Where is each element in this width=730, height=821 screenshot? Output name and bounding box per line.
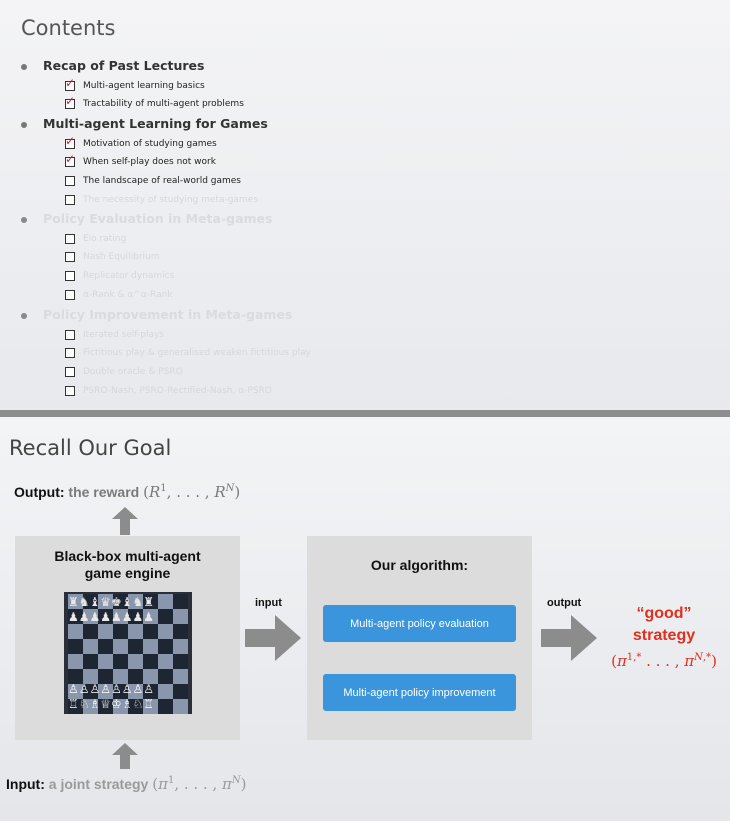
board-square [173, 684, 188, 699]
section-mal-games: Multi-agent Learning for Games [43, 116, 268, 131]
checkbox-empty-icon [65, 290, 75, 300]
up-arrow-icon [112, 743, 138, 769]
board-square [173, 639, 188, 654]
item-label: Motivation of studying games [83, 139, 217, 149]
checkbox-checked-icon: ✓ [65, 134, 76, 148]
svg-text:♙♙♙♙♙♙♙♙: ♙♙♙♙♙♙♙♙ [68, 682, 155, 696]
list-item [65, 346, 311, 360]
checkbox-empty-icon [65, 330, 75, 340]
checkbox-empty-icon [65, 367, 75, 377]
checkbox-empty-icon [65, 348, 75, 358]
board-square [158, 609, 173, 624]
item-label: When self-play does not work [83, 157, 216, 167]
checkbox-empty-icon [65, 234, 75, 244]
board-square [173, 669, 188, 684]
board-square [98, 654, 113, 669]
checkbox-empty-icon [65, 386, 75, 396]
input-text: a joint strategy [48, 776, 149, 792]
list-item [65, 152, 216, 169]
input-line [6, 775, 247, 793]
slide-title-contents: Contents [21, 16, 116, 40]
engine-title-line2: game engine [84, 565, 171, 581]
checkbox-empty-icon [65, 271, 75, 281]
output-arrow-label: output [547, 597, 582, 609]
list-item [65, 193, 258, 207]
input-prefix: Input: [6, 776, 45, 792]
checkbox-empty-icon [65, 195, 75, 205]
board-square [98, 639, 113, 654]
board-square [68, 639, 83, 654]
board-square [83, 624, 98, 639]
item-label: Elo rating [83, 234, 127, 244]
bullet-icon [21, 122, 27, 128]
algorithm-box [307, 536, 532, 740]
engine-title [15, 548, 240, 582]
bullet-icon [21, 313, 27, 319]
chessboard-icon [64, 592, 192, 714]
output-text: the reward [68, 484, 140, 500]
item-label: Tractability of multi-agent problems [83, 99, 244, 109]
board-square [158, 639, 173, 654]
good-text: “good” [636, 605, 692, 622]
item-label: PSRO-Nash, PSRO-Rectified-Nash, α-PSRO [83, 386, 272, 396]
list-item [65, 384, 272, 398]
board-square [128, 624, 143, 639]
good-strategy-label [600, 603, 728, 672]
checkbox-empty-icon [65, 176, 75, 186]
board-square [128, 654, 143, 669]
board-square [143, 639, 158, 654]
svg-text:♜♞♝♛♚♝♞♜: ♜♞♝♛♚♝♞♜ [68, 595, 155, 609]
board-square [113, 624, 128, 639]
board-square [113, 639, 128, 654]
right-arrow-icon [245, 615, 301, 661]
list-item [65, 328, 164, 342]
list-item [65, 365, 183, 379]
board-square [173, 654, 188, 669]
item-label: The landscape of real-world games [83, 176, 241, 186]
contents-slide [0, 0, 730, 410]
board-square [173, 624, 188, 639]
game-engine-box [15, 536, 240, 740]
strategy-formula: ($\pi^{1,*}$ . . . , $\pi^{N,*}$) [611, 652, 717, 670]
output-line [14, 483, 240, 501]
item-label: The necessity of studying meta-games [83, 195, 259, 205]
board-square [173, 594, 188, 609]
section-policy-improvement: Policy Improvement in Meta-games [43, 307, 293, 322]
list-item [65, 232, 126, 246]
policy-evaluation-button[interactable]: Multi-agent policy evaluation [323, 605, 516, 642]
item-label: Fictitious play & generalised weaken fictitious play [83, 348, 311, 358]
slide-title-goal: Recall Our Goal [9, 436, 172, 460]
list-item [65, 94, 244, 111]
input-arrow-label: input [255, 597, 282, 609]
board-square [83, 639, 98, 654]
board-square [158, 684, 173, 699]
right-arrow-icon [541, 615, 597, 661]
recall-goal-slide [0, 417, 730, 821]
board-square [158, 624, 173, 639]
svg-text:♟♟♟♟♟♟♟♟: ♟♟♟♟♟♟♟♟ [68, 610, 155, 624]
board-square [173, 609, 188, 624]
bullet-icon [21, 64, 27, 70]
slide-divider [0, 410, 730, 417]
checkbox-checked-icon: ✓ [65, 76, 76, 90]
board-square [158, 699, 173, 714]
board-square [158, 669, 173, 684]
board-square [128, 639, 143, 654]
item-label: Double oracle & PSRO [83, 367, 183, 377]
board-square [98, 624, 113, 639]
list-item [65, 76, 205, 93]
checkbox-checked-icon: ✓ [65, 94, 76, 108]
board-square [83, 654, 98, 669]
item-label: Multi-agent learning basics [83, 81, 205, 91]
list-item [65, 269, 174, 283]
board-square [113, 654, 128, 669]
list-item [65, 250, 160, 264]
board-square [158, 654, 173, 669]
algorithm-title: Our algorithm: [370, 557, 469, 573]
up-arrow-icon [112, 507, 138, 535]
list-item [65, 288, 173, 302]
item-label: Iterated self-plays [83, 330, 164, 340]
board-square [143, 654, 158, 669]
list-item [65, 174, 241, 188]
item-label: Replicator dynamics [83, 271, 175, 281]
item-label: Nash Equilibrium [83, 252, 160, 262]
checkbox-empty-icon [65, 252, 75, 262]
item-label: α-Rank & α^α-Rank [83, 290, 173, 300]
engine-title-line1: Black-box multi-agent [54, 548, 201, 564]
policy-improvement-button[interactable]: Multi-agent policy improvement [323, 674, 516, 711]
board-square [143, 624, 158, 639]
board-square [68, 654, 83, 669]
section-recap: Recap of Past Lectures [43, 58, 205, 73]
board-square [173, 699, 188, 714]
board-square [158, 594, 173, 609]
list-item [65, 134, 217, 151]
bullet-icon [21, 217, 27, 223]
reward-formula: ($R^1$, . . . , $R^N$) [143, 483, 241, 501]
section-policy-evaluation: Policy Evaluation in Meta-games [43, 211, 273, 226]
board-square [68, 624, 83, 639]
checkbox-checked-icon: ✓ [65, 152, 76, 166]
svg-text:♖♘♗♕♔♗♘♖: ♖♘♗♕♔♗♘♖ [68, 697, 155, 711]
strategy-text: strategy [632, 627, 696, 644]
joint-strategy-formula: ($\pi^1$, . . . , $\pi^N$) [152, 775, 247, 793]
output-prefix: Output: [14, 484, 65, 500]
